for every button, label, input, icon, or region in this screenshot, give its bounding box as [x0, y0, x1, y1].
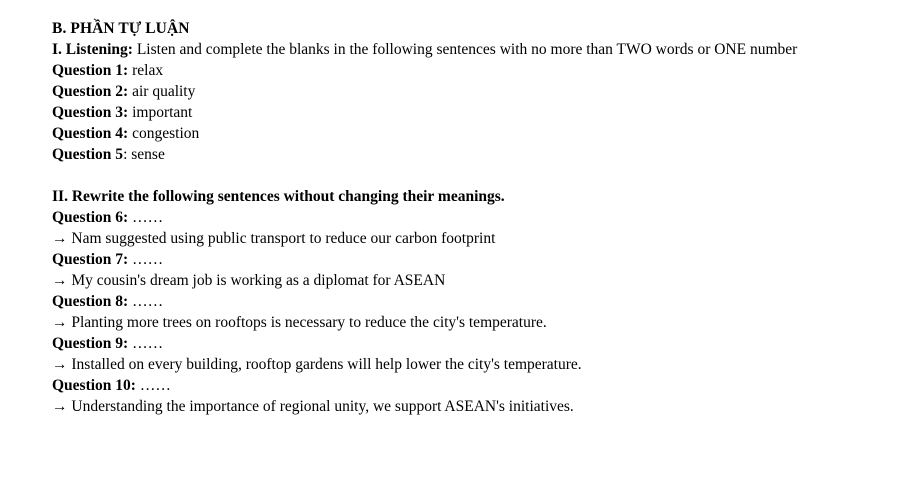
question-9-label: Question 9:: [52, 335, 129, 352]
section-title: B. PHẦN TỰ LUẬN: [52, 20, 190, 37]
answer-1: [52, 60, 872, 81]
answer-3-text: important: [132, 104, 193, 121]
answer-5: [52, 144, 872, 165]
question-8: [52, 291, 872, 312]
question-10: [52, 375, 872, 396]
listening-instruction-text: Listen and complete the blanks in the following sentences with no more than TWO words or ONE number: [136, 41, 798, 58]
question-6-label: Question 6:: [52, 209, 129, 226]
spacer: [52, 165, 872, 186]
question-8-blank: ……: [132, 293, 164, 310]
answer-2-label: Question 2:: [52, 83, 129, 100]
question-6: [52, 207, 872, 228]
answer-4: [52, 123, 872, 144]
question-10-label: Question 10:: [52, 377, 136, 394]
answer-5-sep: :: [123, 146, 128, 163]
answer-5-label: Question 5: [52, 146, 124, 163]
listening-instruction: [52, 39, 872, 60]
answer-5-text: sense: [131, 146, 165, 163]
question-7-blank: ……: [132, 251, 164, 268]
answer-3-label: Question 3:: [52, 104, 129, 121]
question-8-label: Question 8:: [52, 293, 129, 310]
question-9: [52, 333, 872, 354]
question-7-answer: → My cousin's dream job is working as a diplomat for ASEAN: [52, 272, 446, 289]
question-7-label: Question 7:: [52, 251, 129, 268]
question-9-answer: → Installed on every building, rooftop gardens will help lower the city's temperature.: [52, 356, 582, 373]
question-9-blank: ……: [132, 335, 164, 352]
question-10-answer: → Understanding the importance of regional unity, we support ASEAN's initiatives.: [52, 398, 574, 415]
document-page: [52, 18, 872, 417]
answer-4-label: Question 4:: [52, 125, 129, 142]
answer-4-text: congestion: [132, 125, 200, 142]
answer-2-text: air quality: [132, 83, 196, 100]
answer-1-text: relax: [132, 62, 164, 79]
question-6-blank: ……: [132, 209, 164, 226]
rewrite-title: II. Rewrite the following sentences without changing their meanings.: [52, 188, 505, 205]
question-7: [52, 249, 872, 270]
question-6-answer: → Nam suggested using public transport to reduce our carbon footprint: [52, 230, 496, 247]
listening-label: I. Listening:: [52, 41, 133, 58]
answer-1-label: Question 1:: [52, 62, 129, 79]
question-10-blank: ……: [139, 377, 171, 394]
question-8-answer: → Planting more trees on rooftops is necessary to reduce the city's temperature.: [52, 314, 547, 331]
answer-2: [52, 81, 872, 102]
answer-3: [52, 102, 872, 123]
